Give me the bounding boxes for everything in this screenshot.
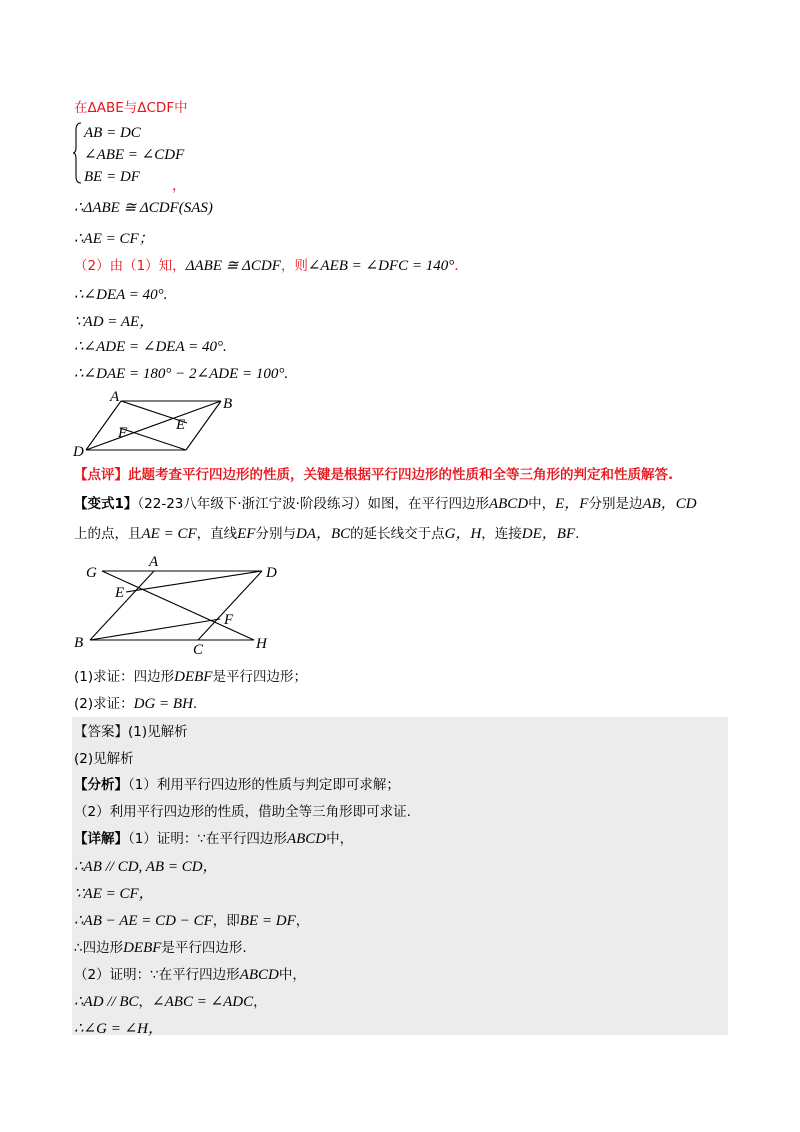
sol-line-2: ∴ΔABE ≅ ΔCDF(SAS) xyxy=(74,200,213,216)
variant-aecf: AE = CF xyxy=(141,526,197,542)
detail-5 xyxy=(74,938,247,958)
detail-5c: 是平行四边形. xyxy=(161,940,247,956)
sol-line-4d: ∠AEB = ∠DFC = 140° xyxy=(307,258,455,274)
system-row-2: ∠ABE = ∠CDF xyxy=(84,147,185,163)
fig2-label-b: B xyxy=(74,635,84,651)
fig2-seg-gh xyxy=(102,571,254,640)
sol-line-8: ∴∠DAE = 180° − 2∠ADE = 100°. xyxy=(74,366,289,382)
detail-6b: ABCD xyxy=(239,967,279,983)
variant-line2d: 的延长线交于点 xyxy=(350,526,445,542)
fig2-label-a: A xyxy=(149,554,159,570)
variant-line2b: ，直线 xyxy=(196,526,238,542)
variant-line-1 xyxy=(74,494,697,514)
fig2-label-c: C xyxy=(193,642,204,658)
question-1b: DEBF xyxy=(174,669,213,685)
answer-2: (2)见解析 xyxy=(74,751,134,767)
detail-4c: BE = DF xyxy=(239,913,296,929)
fig2-seg-de xyxy=(126,571,262,592)
variant-ef: E，F xyxy=(555,496,589,512)
detail-3: ∵AE = CF， xyxy=(74,886,154,902)
system-comma: ， xyxy=(172,178,186,194)
sol-line-4a: （2）由（1）知， xyxy=(74,258,186,274)
sol-line-7: ∴∠ADE = ∠DEA = 40°. xyxy=(74,339,227,355)
fig2-label-h: H xyxy=(256,636,267,652)
detail-4d: ， xyxy=(295,913,310,929)
variant-src: （22-23八年级下·浙江宁波·阶段练习）如图，在平行四边形 xyxy=(137,496,489,512)
fig1-seg-de xyxy=(86,401,221,450)
question-1 xyxy=(74,667,307,687)
fig1-label-d: D xyxy=(73,444,84,460)
comment-text: 此题考查平行四边形的性质，关键是根据平行四边形的性质和全等三角形的判定和性质解答. xyxy=(128,467,674,483)
comment-line xyxy=(74,465,673,485)
analysis-tag: 【分析】 xyxy=(74,777,128,793)
sol-line-4e: . xyxy=(454,258,459,274)
brace-icon xyxy=(73,122,83,184)
detail-1c: 中， xyxy=(326,831,354,847)
sol-line-3-text: ∴AE = CF； xyxy=(74,231,154,247)
detail-tag: 【详解】 xyxy=(74,831,128,847)
detail-4a: ∴AB − AE = CD − CF xyxy=(74,913,213,929)
analysis-1-text: （1）利用平行四边形的性质与判定即可求解； xyxy=(128,777,400,793)
variant-efl: EF xyxy=(237,526,256,542)
comment-tag: 【点评】 xyxy=(74,467,128,483)
question-2a: (2)求证： xyxy=(74,696,134,712)
detail-1b: ABCD xyxy=(286,831,327,847)
question-2b: DG = BH xyxy=(133,696,193,712)
fig2-label-g: G xyxy=(86,565,97,581)
answer-1: 【答案】(1)见解析 xyxy=(74,724,188,740)
detail-7c: ∠ABC = ∠ADC xyxy=(152,994,254,1010)
detail-6c: 中， xyxy=(278,967,306,983)
detail-1a: （1）证明：∵在平行四边形 xyxy=(128,831,287,847)
sol-line-4 xyxy=(74,256,459,276)
detail-6a: （2）证明：∵在平行四边形 xyxy=(74,967,240,983)
detail-2: ∴AB // CD, AB = CD， xyxy=(74,859,218,875)
variant-line2f: . xyxy=(575,526,580,542)
variant-gh: G，H xyxy=(444,526,482,542)
variant-t2: 分别是边 xyxy=(588,496,643,512)
variant-tag: 【变式1】 xyxy=(74,496,138,512)
system-row-1: AB = DC xyxy=(84,125,141,141)
detail-4b: ，即 xyxy=(212,913,240,929)
sol-line-5: ∴∠DEA = 40°. xyxy=(74,287,168,303)
detail-5b: DEBF xyxy=(123,940,162,956)
variant-line2e: ，连接 xyxy=(481,526,522,542)
sol-line-4c: ，则 xyxy=(280,258,308,274)
fig2-label-e: E xyxy=(115,585,125,601)
detail-5a: ∴四边形 xyxy=(74,940,124,956)
system-row-3: BE = DF xyxy=(84,169,140,185)
detail-1 xyxy=(74,829,353,849)
figure-2-parallelogram xyxy=(70,552,300,658)
detail-6 xyxy=(74,965,306,985)
variant-ab: AB，CD xyxy=(642,496,697,512)
question-1a: (1)求证：四边形 xyxy=(74,669,175,685)
sol-line-6: ∵AD = AE， xyxy=(74,314,155,330)
variant-line-2 xyxy=(74,524,579,544)
fig2-side-ab xyxy=(90,571,154,640)
sol-line-3 xyxy=(74,229,154,249)
question-2 xyxy=(74,694,197,714)
fig1-side-da xyxy=(86,401,121,450)
detail-8: ∴∠G = ∠H， xyxy=(74,1021,163,1037)
fig1-label-a: A xyxy=(110,389,120,405)
fig2-label-f: F xyxy=(224,612,234,628)
fig2-label-d: D xyxy=(266,565,277,581)
fig1-label-e: E xyxy=(176,417,186,433)
analysis-1 xyxy=(74,775,400,795)
fig1-label-f: F xyxy=(118,425,128,441)
variant-abcd: ABCD xyxy=(488,496,529,512)
detail-7a: ∴AD // BC xyxy=(74,994,139,1010)
fig1-label-b: B xyxy=(223,396,233,412)
variant-line2c: 分别与 xyxy=(255,526,296,542)
sol-line-1-text: 在ΔABE与ΔCDF中 xyxy=(74,100,188,116)
question-1c: 是平行四边形； xyxy=(212,669,307,685)
question-2c: . xyxy=(192,696,198,712)
sol-line-1 xyxy=(74,98,188,118)
figure-1-parallelogram xyxy=(72,388,252,458)
variant-debf: DE，BF xyxy=(521,526,576,542)
detail-7 xyxy=(74,992,267,1012)
variant-t1: 中， xyxy=(528,496,556,512)
detail-4 xyxy=(74,911,309,931)
detail-7d: ， xyxy=(253,994,267,1010)
variant-dabc: DA，BC xyxy=(295,526,351,542)
variant-line2a: 上的点，且 xyxy=(74,526,142,542)
sol-line-4b: ΔABE ≅ ΔCDF xyxy=(185,258,281,274)
fig1-side-bc xyxy=(186,401,221,450)
detail-7b: ， xyxy=(138,994,153,1010)
analysis-2: （2）利用平行四边形的性质，借助全等三角形即可求证. xyxy=(74,804,411,820)
